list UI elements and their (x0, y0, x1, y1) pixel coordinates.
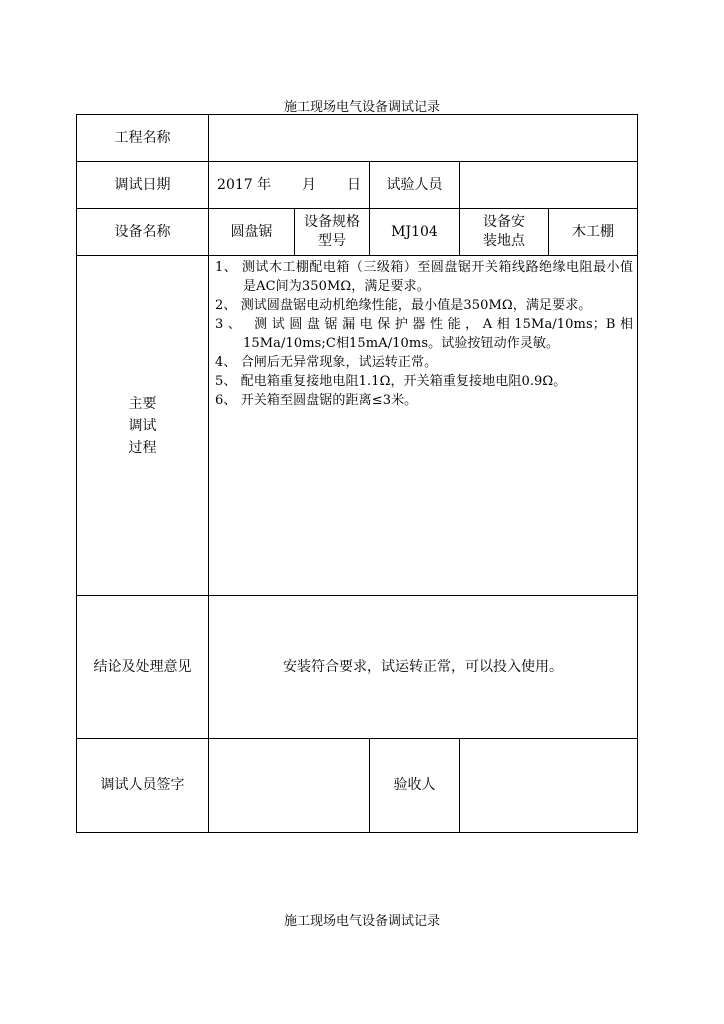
document-footer-title: 施工现场电气设备调试记录 (283, 914, 440, 929)
spec-value[interactable]: MJ104 (370, 209, 460, 256)
equipment-row (77, 209, 638, 256)
process-content[interactable] (209, 256, 638, 596)
project-name-label: 工程名称 (77, 115, 209, 162)
acceptor-field[interactable] (460, 739, 638, 833)
debug-record-table (76, 114, 638, 833)
tester-signature-label: 调试人员签字 (77, 739, 209, 833)
process-item: 1、 测试木工棚配电箱（三级箱）至圆盘锯开关箱线路绝缘电阻最小值是AC间为350MΩ，满足要求。 (215, 260, 634, 294)
process-item: 4、 合闸后无异常现象，试运转正常。 (215, 355, 438, 370)
test-date-label: 调试日期 (77, 162, 209, 209)
process-item: 5、 配电箱重复接地电阻1.1Ω，开关箱重复接地电阻0.9Ω。 (215, 374, 567, 389)
process-item: 2、 测试圆盘锯电动机绝缘性能，最小值是350MΩ，满足要求。 (215, 298, 592, 313)
tester-field[interactable] (460, 162, 638, 209)
process-row (77, 256, 638, 596)
test-date-day-unit: 日 (346, 176, 361, 193)
acceptor-label: 验收人 (370, 739, 460, 833)
install-location-value[interactable]: 木工棚 (549, 209, 638, 256)
test-date-year-unit: 年 (257, 176, 272, 193)
equipment-name-value[interactable]: 圆盘锯 (209, 209, 295, 256)
conclusion-value[interactable]: 安装符合要求，试运转正常，可以投入使用。 (209, 596, 638, 739)
project-name-field[interactable] (209, 115, 638, 162)
process-item: 3、 测试圆盘锯漏电保护器性能，A相15Ma/10ms；B相15Ma/10ms;C相15mA/10ms。试验按钮动作灵敏。 (215, 317, 634, 351)
conclusion-label: 结论及处理意见 (77, 596, 209, 739)
test-date-year: 2017 (217, 176, 253, 193)
document-title: 施工现场电气设备调试记录 (283, 100, 440, 115)
process-item: 6、 开关箱至圆盘锯的距离≤3米。 (215, 393, 418, 408)
process-label: 主要 调试 过程 (77, 256, 209, 596)
test-date-month-unit: 月 (302, 176, 317, 193)
test-date-field[interactable] (209, 162, 370, 209)
spec-label: 设备规格 型号 (295, 209, 370, 256)
date-row (77, 162, 638, 209)
tester-label: 试验人员 (370, 162, 460, 209)
project-row (77, 115, 638, 162)
equipment-name-label: 设备名称 (77, 209, 209, 256)
tester-signature-field[interactable] (209, 739, 370, 833)
signature-row (77, 739, 638, 833)
conclusion-row (77, 596, 638, 739)
install-location-label: 设备安 装地点 (460, 209, 549, 256)
